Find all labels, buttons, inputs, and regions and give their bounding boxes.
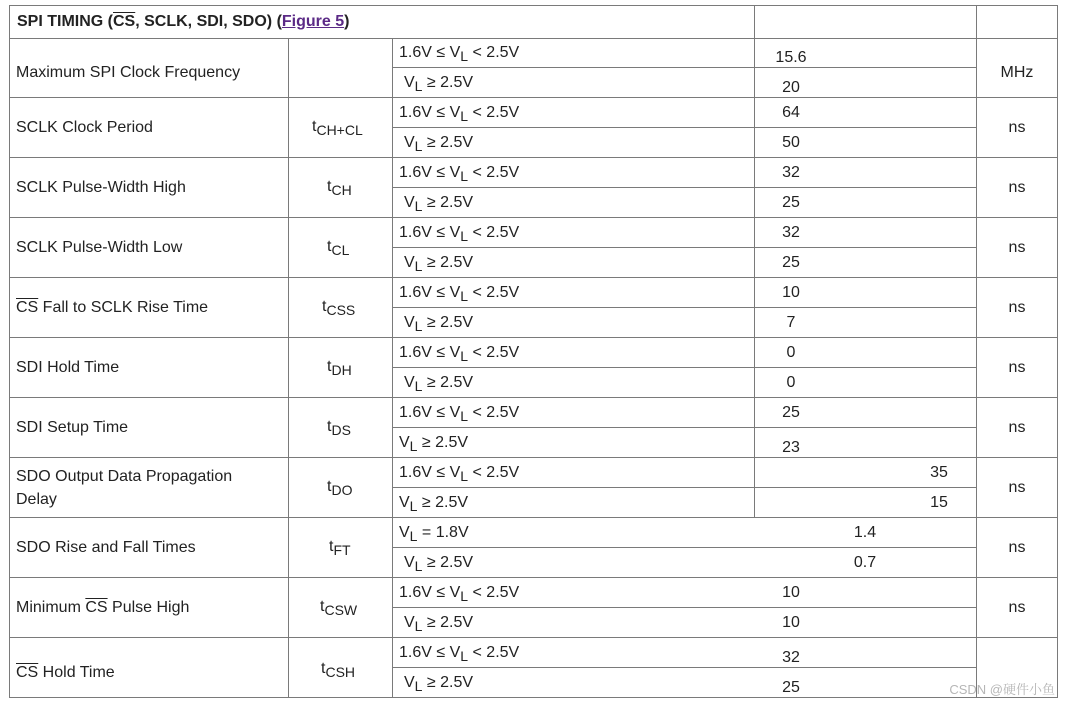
- condition-ge: $V_L \ge 2.5V$: [404, 674, 474, 695]
- symbol-tch: $t_{CH}$: [327, 178, 352, 199]
- rule-row2: [9, 157, 1058, 158]
- rule-row7: [9, 457, 1058, 458]
- unit-cell: ns: [1008, 179, 1026, 196]
- unit-cell: ns: [1008, 479, 1026, 496]
- condition-range: $1.6V \le V_L < 2.5V$: [399, 344, 520, 365]
- rule-col-units: [976, 5, 977, 698]
- value-cell: 32: [782, 224, 800, 241]
- value-cell: 15.6: [775, 49, 807, 66]
- rule-row1: [9, 97, 1058, 98]
- rule-sub-10: [392, 607, 977, 608]
- condition-ge: $V_L \ge 2.5V$: [399, 494, 469, 515]
- section-title-cs: $\overline{CS}$: [113, 13, 136, 30]
- rule-bottom: [9, 697, 1058, 698]
- condition-range: $1.6V \le V_L < 2.5V$: [399, 224, 520, 245]
- value-cell: 10: [782, 614, 800, 631]
- condition-ge: $V_L \ge 2.5V$: [404, 134, 474, 155]
- watermark: CSDN @硬件小鱼: [949, 682, 1055, 697]
- value-cell: 0: [786, 374, 796, 391]
- value-cell: 0: [786, 344, 796, 361]
- symbol-tch-cl: $t_{CH+CL}$: [312, 118, 363, 139]
- rule-row4: [9, 277, 1058, 278]
- symbol-tcsw: $t_{CSW}$: [320, 598, 358, 619]
- param-min-cs-pulse-high: Minimum $\overline{CS}$ Pulse High: [16, 599, 190, 616]
- unit-cell: ns: [1008, 119, 1026, 136]
- rule-col-symbol: [288, 38, 289, 698]
- param-sdo-propagation-delay: SDO Output Data Propagation Delay: [16, 468, 233, 508]
- param-sdo-rise-fall-times: SDO Rise and Fall Times: [16, 539, 196, 556]
- value-cell: 25: [782, 679, 800, 696]
- rule-row3: [9, 217, 1058, 218]
- spi-timing-table: [9, 5, 1058, 698]
- section-title: [17, 13, 349, 31]
- condition-ge: $V_L \ge 2.5V$: [404, 74, 474, 95]
- value-cell: 20: [782, 79, 800, 96]
- value-cell: 25: [782, 194, 800, 211]
- rule-row9: [9, 577, 1058, 578]
- unit-cell: ns: [1008, 299, 1026, 316]
- param-cs-fall-to-sclk-rise: $\overline{CS}$ Fall to SCLK Rise Time: [16, 299, 209, 316]
- condition-ge: $V_L \ge 2.5V$: [404, 314, 474, 335]
- condition-range: $1.6V \le V_L < 2.5V$: [399, 644, 520, 665]
- figure-5-link[interactable]: Figure 5: [281, 13, 345, 30]
- value-cell: 50: [782, 134, 800, 151]
- value-cell: 0.7: [853, 554, 877, 571]
- value-cell: 15: [930, 494, 948, 511]
- param-sclk-pulse-width-low: SCLK Pulse-Width Low: [16, 239, 183, 256]
- condition-range: $1.6V \le V_L < 2.5V$: [399, 584, 520, 605]
- symbol-tcl: $t_{CL}$: [327, 238, 350, 259]
- rule-col-conditions: [392, 38, 393, 698]
- symbol-tds: $t_{DS}$: [327, 418, 351, 439]
- condition-eq: $V_L = 1.8V$: [399, 524, 469, 545]
- param-sclk-pulse-width-high: SCLK Pulse-Width High: [16, 179, 186, 196]
- condition-ge: $V_L \ge 2.5V$: [404, 554, 474, 575]
- rule-top: [9, 5, 1058, 6]
- symbol-tcss: $t_{CSS}$: [322, 298, 356, 319]
- value-cell: 25: [782, 404, 800, 421]
- condition-range: $1.6V \le V_L < 2.5V$: [399, 104, 520, 125]
- condition-ge: $V_L \ge 2.5V$: [404, 374, 474, 395]
- unit-cell: MHz: [1000, 64, 1034, 81]
- rule-sub-11: [392, 667, 977, 668]
- param-sclk-clock-period: SCLK Clock Period: [16, 119, 153, 136]
- rule-col-min-top: [754, 5, 755, 38]
- param-sdi-setup-time: SDI Setup Time: [16, 419, 129, 436]
- rule-col-min: [754, 38, 755, 518]
- param-cs-hold-time: $\overline{CS}$ Hold Time: [16, 664, 115, 681]
- value-cell: 10: [782, 584, 800, 601]
- value-cell: 7: [786, 314, 796, 331]
- rule-sub-9: [392, 547, 977, 548]
- rule-sub-7: [392, 427, 977, 428]
- rule-row5: [9, 337, 1058, 338]
- unit-cell: ns: [1008, 419, 1026, 436]
- condition-ge: $V_L \ge 2.5V$: [404, 194, 474, 215]
- rule-right: [1057, 5, 1058, 698]
- param-sdi-hold-time: SDI Hold Time: [16, 359, 120, 376]
- rule-sub-3: [392, 187, 977, 188]
- rule-left: [9, 5, 10, 698]
- condition-ge: $V_L \ge 2.5V$: [404, 614, 474, 635]
- value-cell: 1.4: [853, 524, 877, 541]
- rule-sub-6: [392, 367, 977, 368]
- condition-ge: $V_L \ge 2.5V$: [399, 434, 469, 455]
- condition-range: $1.6V \le V_L < 2.5V$: [399, 404, 520, 425]
- value-cell: 64: [782, 104, 800, 121]
- value-cell: 32: [782, 649, 800, 666]
- value-cell: 32: [782, 164, 800, 181]
- rule-row10: [9, 637, 1058, 638]
- unit-cell: ns: [1008, 359, 1026, 376]
- rule-row8: [9, 517, 1058, 518]
- rule-sub-4: [392, 247, 977, 248]
- rule-sub-1: [392, 67, 977, 68]
- condition-ge: $V_L \ge 2.5V$: [404, 254, 474, 275]
- section-title-suffix: ): [344, 13, 350, 30]
- rule-header: [9, 38, 1058, 39]
- unit-cell: ns: [1008, 239, 1026, 256]
- unit-cell: ns: [1008, 539, 1026, 556]
- unit-cell: ns: [1008, 599, 1026, 616]
- symbol-tdh: $t_{DH}$: [327, 358, 352, 379]
- condition-range: $1.6V \le V_L < 2.5V$: [399, 44, 520, 65]
- symbol-tft: $t_{FT}$: [329, 538, 351, 559]
- condition-range: $1.6V \le V_L < 2.5V$: [399, 284, 520, 305]
- value-cell: 35: [930, 464, 948, 481]
- section-title-prefix: SPI TIMING (: [17, 13, 113, 30]
- param-max-spi-clock-frequency: Maximum SPI Clock Frequency: [16, 64, 241, 81]
- rule-sub-5: [392, 307, 977, 308]
- symbol-tcsh: $t_{CSH}$: [321, 660, 356, 681]
- value-cell: 10: [782, 284, 800, 301]
- rule-row6: [9, 397, 1058, 398]
- rule-sub-8: [392, 487, 977, 488]
- symbol-tdo: $t_{DO}$: [327, 478, 353, 499]
- rule-sub-2: [392, 127, 977, 128]
- condition-range: $1.6V \le V_L < 2.5V$: [399, 164, 520, 185]
- value-cell: 25: [782, 254, 800, 271]
- condition-range: $1.6V \le V_L < 2.5V$: [399, 464, 520, 485]
- section-title-mid: , SCLK, SDI, SDO) (: [135, 13, 282, 30]
- value-cell: 23: [782, 439, 800, 456]
